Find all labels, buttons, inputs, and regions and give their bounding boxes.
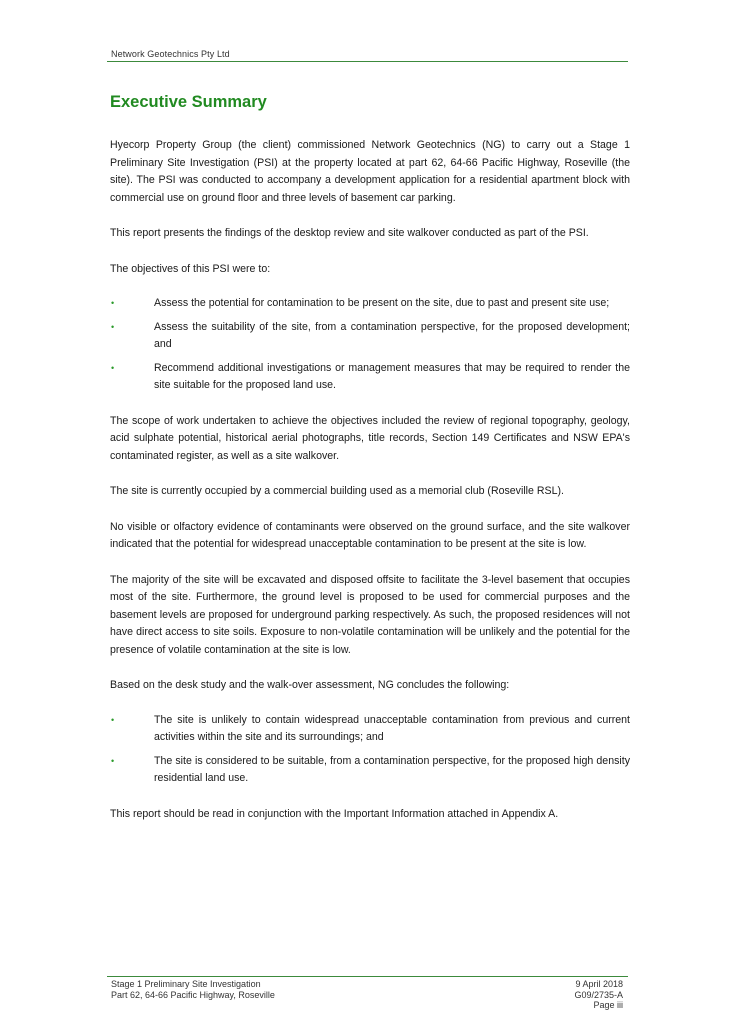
footer-reference: G09/2735-A (574, 989, 623, 1000)
bullet-icon: • (111, 321, 115, 332)
list-item (110, 295, 630, 313)
footer-page-number: Page iii (593, 1000, 623, 1010)
list-item (110, 319, 630, 354)
header-divider (107, 61, 628, 62)
bullet-icon: • (111, 714, 115, 725)
paragraph-appendix-note: This report should be read in conjunction with the Important Information attached in Appendix A. (110, 807, 559, 820)
footer-divider (107, 976, 628, 977)
bullet-icon: • (111, 298, 115, 308)
paragraph-scope-of-work: The scope of work undertaken to achieve the objectives included the review of regional topography, geology, acid sulphate potential, historical aerial photographs, title records, Section 149 Certificates and NSW EPA's contaminated register, as well as a site walkover. (110, 414, 630, 462)
objective-text: Assess the potential for contamination to be present on the site, due to past and present site use; (154, 297, 610, 309)
conclusion-text: The site is considered to be suitable, from a contamination perspective, for the proposed high density residential land use. (154, 754, 630, 784)
paragraph-conclusions-lead: Based on the desk study and the walk-over assessment, NG concludes the following: (110, 679, 510, 691)
paragraph-excavation: The majority of the site will be excavated and disposed offsite to facilitate the 3-level basement that occupies most of the site. Furthermore, the ground level is proposed to be used for commercial purposes and the basement levels are proposed for underground parking respectively. As such, the proposed residences will not have direct access to site soils. Exposure to non-volatile contamination will be unlikely and the potential for the presence of volatile contamination at the site is low. (110, 573, 630, 656)
footer-report-title: Stage 1 Preliminary Site Investigation (111, 979, 261, 989)
footer-site-address: Part 62, 64-66 Pacific Highway, Roseville (111, 989, 275, 1000)
list-item (110, 753, 630, 788)
conclusions-list (110, 712, 630, 788)
footer-date: 9 April 2018 (575, 979, 623, 989)
bullet-icon: • (111, 755, 115, 766)
header-company: Network Geotechnics Pty Ltd (111, 49, 230, 59)
paragraph-objectives-lead: The objectives of this PSI were to: (110, 262, 271, 275)
conclusion-text: The site is unlikely to contain widespread unacceptable contamination from previous and current activities within the site and its surroundings; and (154, 713, 630, 743)
paragraph-site-occupancy: The site is currently occupied by a commercial building used as a memorial club (Roseville RSL). (110, 485, 564, 497)
list-item (110, 360, 630, 395)
document-body (110, 137, 630, 823)
paragraph-intro: Hyecorp Property Group (the client) commissioned Network Geotechnics (NG) to carry out a Stage 1 Preliminary Site Investigation (PSI) at the property located at part 62, 64-66 Pacific Highway, Roseville (the site). The PSI was conducted to accompany a development application for a residential apartment block with commercial use on ground floor and three levels of basement car parking. (110, 139, 630, 204)
objective-text: Assess the suitability of the site, from a contamination perspective, for the proposed development; and (154, 320, 630, 350)
footer-document-info (111, 979, 275, 1000)
paragraph-observations: No visible or olfactory evidence of contaminants were observed on the ground surface, and the site walkover indicated that the potential for widespread unacceptable contamination to be present at the site is low. (110, 520, 630, 550)
page-title: Executive Summary (110, 93, 267, 111)
list-item (110, 712, 630, 747)
footer-reference-info (574, 979, 623, 1011)
paragraph-report-scope: This report presents the findings of the desktop review and site walkover conducted as part of the PSI. (110, 227, 589, 239)
objectives-list (110, 295, 630, 395)
objective-text: Recommend additional investigations or management measures that may be required to render the site suitable for the proposed land use. (154, 361, 630, 391)
bullet-icon: • (111, 362, 115, 373)
